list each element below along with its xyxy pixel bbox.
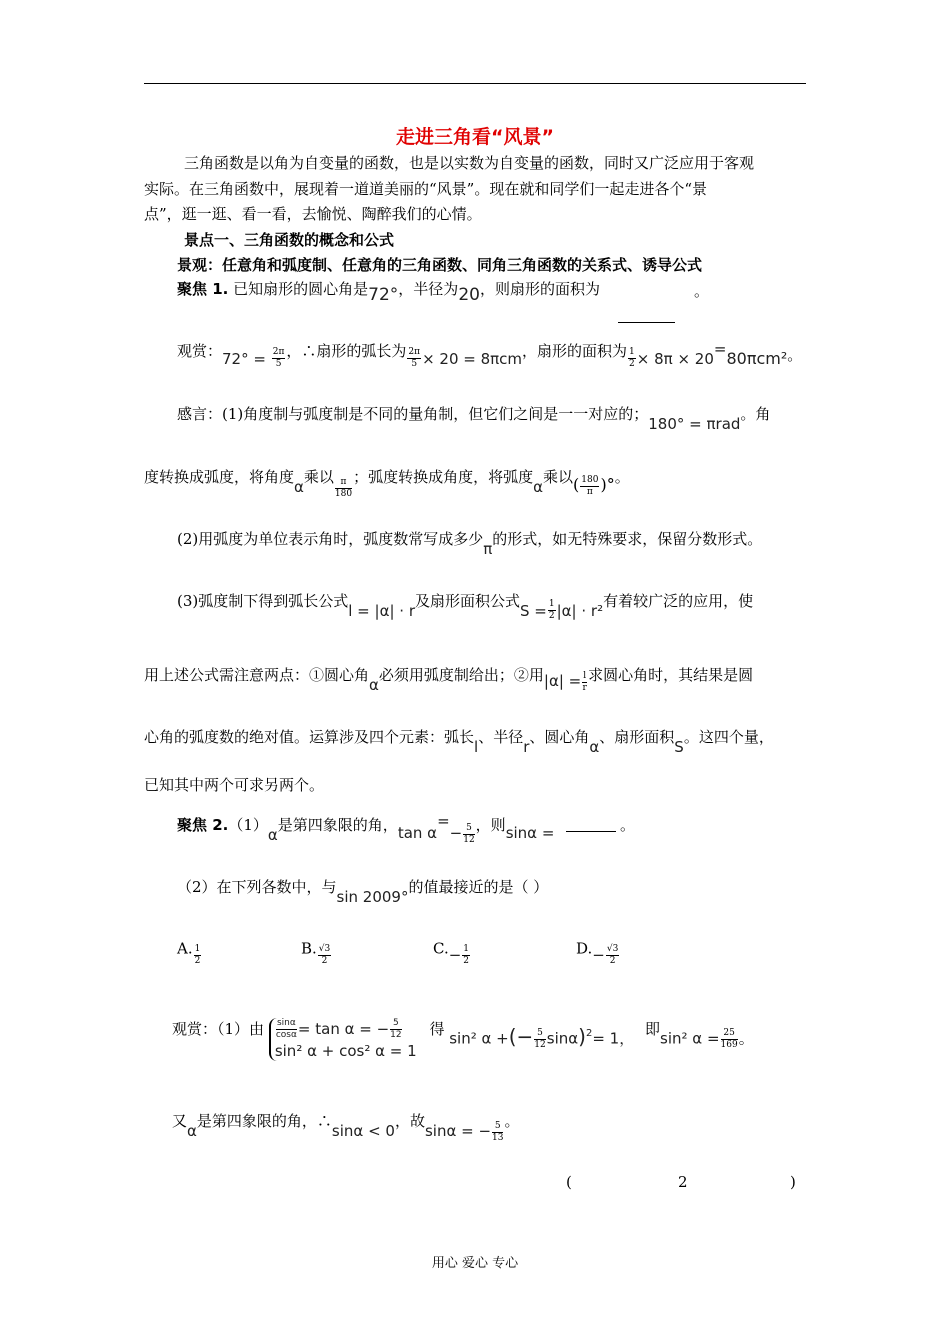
- comment-line-3: (2)用弧度为单位表示角时，弧度数常写成多少π的形式，如无特殊要求，保留分数形式。: [177, 530, 763, 558]
- page-marker-num: 2: [678, 1173, 688, 1191]
- appreciate2-line-2: 又α是第四象限的角，∴sinα < 0，故sinα = − $\frac{5}{13}$ 。: [172, 1112, 520, 1143]
- focus1-text: 已知扇形的圆心角是: [233, 280, 369, 298]
- page-marker-open: (: [566, 1173, 572, 1191]
- page-marker-close: ): [790, 1173, 796, 1191]
- option-c: C.− $\frac{1}{2}$: [433, 939, 470, 966]
- appreciate2-label: 观赏：（1）由: [172, 1019, 265, 1038]
- math-area-formula: S =: [520, 602, 547, 620]
- comment-line-5: 用上述公式需注意两点：①圆心角α必须用弧度制给出；②用|α| = $\frac{l}{r}$ 求圆心角时，其结果是圆: [144, 666, 754, 694]
- focus2-end: 。: [620, 816, 636, 834]
- comment-line-1: 感言：(1)角度制与弧度制是不同的量角制，但它们之间是一一对应的；180° = πrad。角: [177, 405, 771, 433]
- appreciate1-line: [177, 340, 803, 369]
- section-scenery: 景观：任意角和弧度制、任意角的三角函数、同角三角函数的关系式、诱导公式: [177, 256, 703, 274]
- focus1-text2: ，半径为: [398, 280, 459, 298]
- focus2-line-1: 聚焦 2.（1）α是第四象限的角，tan α=− $\frac{5}{12}$ ，则sinα =: [177, 812, 555, 845]
- math-180-pi: 180° = πrad: [648, 415, 741, 433]
- focus1-end: 。: [694, 282, 710, 300]
- appreciate1-text2: ，扇形的面积为: [522, 342, 628, 360]
- page-title: 走进三角看“风景”: [396, 126, 554, 148]
- option-a: A. $\frac{1}{2}$: [177, 939, 201, 966]
- math-result: 80πcm²: [726, 349, 788, 368]
- header-rule: [144, 83, 806, 84]
- focus1-angle: 72°: [368, 285, 399, 305]
- answer-blank: [618, 322, 675, 323]
- focus2-label: 聚焦 2.: [177, 816, 229, 834]
- math-sin2009: sin 2009°: [336, 888, 409, 906]
- comment-line-7: 已知其中两个可求另两个。: [144, 776, 325, 794]
- comment-line-2: 度转换成弧度，将角度α乘以 $\frac{\pi}{180}$ ；弧度转换成角度，将弧度α乘以( $\frac{180}{\pi}$ )°。: [144, 468, 630, 499]
- equation-system: $\frac{\sin\alpha}{\cos\alpha}$ = tan α = − $\frac{5}{12}$ sin² α + cos² α = 1: [269, 1018, 417, 1061]
- intro-line-1: 三角函数是以角为自变量的函数，也是以实数为自变量的函数，同时又广泛应用于客观: [184, 154, 755, 172]
- math-arc: × 20 = 8πcm: [422, 350, 523, 368]
- appreciate2-line-1: 观赏：（1）由 $\frac{\sin\alpha}{\cos\alpha}$ = tan α = − $\frac{5}{12}$ sin² α + cos² α = 1 得 sin² α +(− $\frac{5}{12}$ sinα)$^2$= 1， 即sin² α = $\frac{25}{169}$ 。: [172, 1018, 754, 1060]
- frac-half: $\frac{1}{2}$: [629, 346, 635, 369]
- answer-blank-2: [566, 831, 616, 832]
- intro-line-3: 点”，逛一逛、看一看，去愉悦、陶醉我们的心情。: [144, 205, 482, 223]
- math-72: 72° =: [222, 350, 266, 368]
- intro-line-2: 实际。在三角函数中，展现着一道道美丽的“风景”。现在就和同学们一起走进各个“景: [144, 180, 708, 198]
- math-arc-formula: l = |α| · r: [348, 602, 415, 620]
- comment-line-6: 心角的弧度数的绝对值。运算涉及四个元素：弧长l、半径r、圆心角α、扇形面积S。这四个量，: [144, 728, 774, 756]
- frac-2pi-5: $\frac{2\pi}{5}$: [272, 346, 285, 369]
- appreciate1-end: 。: [787, 346, 803, 364]
- comment-line-4: (3)弧度制下得到弧长公式l = |α| · r及扇形面积公式S = $\frac{1}{2}$ |α| · r²有着较广泛的应用，使: [177, 592, 754, 621]
- focus2-line-2: （2）在下列各数中，与sin 2009°的值最接近的是（ ）: [177, 878, 549, 906]
- focus1-line: [177, 278, 600, 305]
- frac-2pi-5-b: $\frac{2\pi}{5}$: [408, 346, 421, 369]
- math-area: × 8π × 20: [636, 350, 714, 368]
- option-d: D.− $\frac{√3}{2}$: [576, 939, 619, 966]
- appreciate1-text: ，∴扇形的弧长为: [286, 342, 407, 360]
- option-b: B. $\frac{√3}{2}$: [301, 939, 331, 966]
- math-eq: =: [713, 340, 727, 358]
- focus1-radius: 20: [458, 285, 480, 305]
- section-heading: 景点一、三角函数的概念和公式: [184, 231, 395, 249]
- focus1-label: 聚焦 1.: [177, 280, 229, 298]
- page-footer: 用心 爱心 专心: [431, 1256, 519, 1271]
- focus1-text3: ，则扇形的面积为: [479, 280, 600, 298]
- appreciate1-label: 观赏：: [177, 342, 223, 360]
